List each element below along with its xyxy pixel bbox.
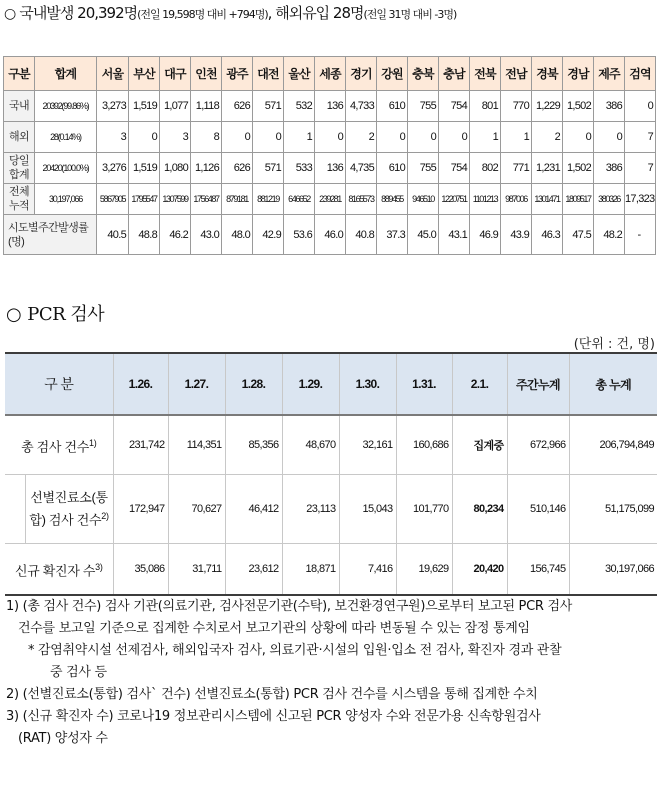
value-cell: 42.9 xyxy=(253,215,284,255)
value-cell: 8165573 xyxy=(346,184,377,215)
value-cell: 646652 xyxy=(284,184,315,215)
note-2: 2) (선별진료소(통합) 검사` 건수) 선별진료소(통합) PCR 검사 건수를 시스템을 통해 집계한 수치 xyxy=(6,687,538,702)
value-cell: 7 xyxy=(625,153,656,184)
row-label: 전체 누적 xyxy=(4,184,35,215)
value-cell: 1307599 xyxy=(160,184,191,215)
value-cell: 802 xyxy=(470,153,501,184)
value-cell: 533 xyxy=(284,153,315,184)
value-cell: 2 xyxy=(532,122,563,153)
value-cell: 754 xyxy=(439,91,470,122)
value-cell: 48.8 xyxy=(129,215,160,255)
value-cell: 881219 xyxy=(253,184,284,215)
value-cell: 0 xyxy=(439,122,470,153)
row-label: 국내 xyxy=(4,91,35,122)
header-cell: 충남 xyxy=(439,57,470,91)
header-cell: 충북 xyxy=(408,57,439,91)
overseas-count: , 해외유입 28명 xyxy=(267,4,364,22)
header-cell: 광주 xyxy=(222,57,253,91)
value-cell: 987006 xyxy=(501,184,532,215)
pcr-row xyxy=(5,475,657,544)
value-cell: 754 xyxy=(439,153,470,184)
header-cell: 경기 xyxy=(346,57,377,91)
row-label: 해외 xyxy=(4,122,35,153)
pcr-value-cell: 15,043 xyxy=(339,475,396,544)
pcr-value-cell: 48,670 xyxy=(282,415,339,475)
value-cell: 1,126 xyxy=(191,153,222,184)
pcr-value-cell: 160,686 xyxy=(396,415,452,475)
header-cell: 제주 xyxy=(594,57,625,91)
domestic-count: 국내발생 20,392명 xyxy=(19,4,138,22)
pcr-row-label xyxy=(5,544,113,596)
pcr-value-cell: 23,113 xyxy=(282,475,339,544)
header-cell: 경북 xyxy=(532,57,563,91)
pcr-value-cell: 70,627 xyxy=(168,475,225,544)
value-cell: 0 xyxy=(129,122,160,153)
value-cell: 239281 xyxy=(315,184,346,215)
value-cell: 1,077 xyxy=(160,91,191,122)
value-cell: 626 xyxy=(222,91,253,122)
value-cell: 4,735 xyxy=(346,153,377,184)
value-cell: 801 xyxy=(470,91,501,122)
value-cell: 386 xyxy=(594,153,625,184)
pcr-value-cell: 18,871 xyxy=(282,544,339,596)
table-row xyxy=(4,153,656,184)
table-row xyxy=(4,122,656,153)
value-cell: 46.9 xyxy=(470,215,501,255)
value-cell: 48.2 xyxy=(594,215,625,255)
value-cell: 771 xyxy=(501,153,532,184)
header-cell: 인천 xyxy=(191,57,222,91)
header-cell: 강원 xyxy=(377,57,408,91)
value-cell: 755 xyxy=(408,153,439,184)
pcr-value-cell: 51,175,099 xyxy=(569,475,657,544)
pcr-value-cell: 23,612 xyxy=(225,544,282,596)
total-cell: 20420(100.0%) xyxy=(35,153,97,184)
pcr-header-cell: 1.28. xyxy=(225,353,282,415)
value-cell: 610 xyxy=(377,153,408,184)
header-cell: 검역 xyxy=(625,57,656,91)
value-cell: 1,519 xyxy=(129,91,160,122)
value-cell: 532 xyxy=(284,91,315,122)
domestic-change: (전일 19,598명 대비 +794명) xyxy=(137,8,268,21)
value-cell: 5867905 xyxy=(97,184,129,215)
value-cell: 1809517 xyxy=(563,184,594,215)
value-cell: 0 xyxy=(625,91,656,122)
note-1-asterisk-cont: 중 검사 등 xyxy=(50,665,107,680)
pcr-value-cell: 80,234 xyxy=(452,475,507,544)
value-cell: 0 xyxy=(408,122,439,153)
pcr-header-row xyxy=(5,353,657,415)
note-1-cont: 건수를 보고일 기준으로 집계한 수치로서 보고기관의 상황에 따라 변동될 수 있는 잠정 통계임 xyxy=(18,621,530,636)
value-cell: 40.5 xyxy=(97,215,129,255)
value-cell: 1,118 xyxy=(191,91,222,122)
value-cell: 1 xyxy=(470,122,501,153)
total-cell: 28(0.14%) xyxy=(35,122,97,153)
pcr-table xyxy=(5,352,657,596)
pcr-value-cell: 집계중 xyxy=(452,415,507,475)
value-cell: 1795547 xyxy=(129,184,160,215)
value-cell: 136 xyxy=(315,153,346,184)
unit-label: (단위 : 건, 명) xyxy=(573,337,655,352)
value-cell: 1 xyxy=(501,122,532,153)
value-cell: 1756487 xyxy=(191,184,222,215)
pcr-value-cell: 510,146 xyxy=(507,475,569,544)
pcr-value-cell: 172,947 xyxy=(113,475,168,544)
pcr-row xyxy=(5,415,657,475)
value-cell: 47.5 xyxy=(563,215,594,255)
value-cell: 3 xyxy=(97,122,129,153)
pcr-value-cell: 35,086 xyxy=(113,544,168,596)
value-cell: 0 xyxy=(594,122,625,153)
header-cell: 부산 xyxy=(129,57,160,91)
value-cell: 380326 xyxy=(594,184,625,215)
pcr-header-cell: 1.30. xyxy=(339,353,396,415)
bullet-circle-icon: ○ xyxy=(6,304,22,325)
overseas-change: (전일 31명 대비 -3명) xyxy=(363,8,457,21)
footnote-ref: 2) xyxy=(101,510,109,521)
value-cell: 0 xyxy=(315,122,346,153)
pcr-value-cell: 206,794,849 xyxy=(569,415,657,475)
note-3-cont: (RAT) 양성자 수 xyxy=(18,731,108,746)
value-cell: 37.3 xyxy=(377,215,408,255)
value-cell: 879181 xyxy=(222,184,253,215)
pcr-header-cell: 구 분 xyxy=(5,353,113,415)
value-cell: 770 xyxy=(501,91,532,122)
value-cell: 1301471 xyxy=(532,184,563,215)
value-cell: 386 xyxy=(594,91,625,122)
table-row xyxy=(4,91,656,122)
value-cell: 0 xyxy=(253,122,284,153)
pcr-value-cell: 30,197,066 xyxy=(569,544,657,596)
footnote-ref: 1) xyxy=(89,437,97,448)
value-cell: 43.1 xyxy=(439,215,470,255)
indent-spacer xyxy=(5,475,25,544)
header-cell: 대전 xyxy=(253,57,284,91)
total-cell: 30,197,066 xyxy=(35,184,97,215)
value-cell: 40.8 xyxy=(346,215,377,255)
value-cell: 2 xyxy=(346,122,377,153)
pcr-header-cell: 1.27. xyxy=(168,353,225,415)
pcr-value-cell: 31,711 xyxy=(168,544,225,596)
value-cell: 43.0 xyxy=(191,215,222,255)
value-cell: 571 xyxy=(253,91,284,122)
pcr-header-cell: 2.1. xyxy=(452,353,507,415)
value-cell: 1 xyxy=(284,122,315,153)
pcr-value-cell: 20,420 xyxy=(452,544,507,596)
pcr-value-cell: 101,770 xyxy=(396,475,452,544)
pcr-header-cell: 1.29. xyxy=(282,353,339,415)
value-cell: 136 xyxy=(315,91,346,122)
pcr-value-cell: 32,161 xyxy=(339,415,396,475)
value-cell: 755 xyxy=(408,91,439,122)
pcr-value-cell: 114,351 xyxy=(168,415,225,475)
header-cell: 울산 xyxy=(284,57,315,91)
value-cell: 1,080 xyxy=(160,153,191,184)
value-cell: 8 xyxy=(191,122,222,153)
header-cell: 서울 xyxy=(97,57,129,91)
regional-cases-table xyxy=(3,56,656,255)
pcr-value-cell: 7,416 xyxy=(339,544,396,596)
value-cell: 1220751 xyxy=(439,184,470,215)
pcr-value-cell: 672,966 xyxy=(507,415,569,475)
regional-table-wrapper xyxy=(3,56,655,255)
value-cell: 571 xyxy=(253,153,284,184)
value-cell: - xyxy=(625,215,656,255)
pcr-value-cell: 19,629 xyxy=(396,544,452,596)
value-cell: 1,231 xyxy=(532,153,563,184)
value-cell: 46.0 xyxy=(315,215,346,255)
pcr-header-cell: 1.26. xyxy=(113,353,168,415)
value-cell: 4,733 xyxy=(346,91,377,122)
table-row xyxy=(4,215,656,255)
header-cell: 합계 xyxy=(35,57,97,91)
header-cell: 전북 xyxy=(470,57,501,91)
value-cell: 3,273 xyxy=(97,91,129,122)
row-label: 당일 합계 xyxy=(4,153,35,184)
header-cell: 대구 xyxy=(160,57,191,91)
pcr-value-cell: 156,745 xyxy=(507,544,569,596)
pcr-row-label xyxy=(25,475,113,544)
value-cell: 0 xyxy=(563,122,594,153)
table-header-row xyxy=(4,57,656,91)
value-cell: 1,519 xyxy=(129,153,160,184)
note-3: 3) (신규 확진자 수) 코로나19 정보관리시스템에 신고된 PCR 양성자 수와 전문가용 신속항원검사 xyxy=(6,709,541,724)
pcr-value-cell: 231,742 xyxy=(113,415,168,475)
value-cell: 1,502 xyxy=(563,153,594,184)
bullet-circle-icon: ○ xyxy=(4,6,16,22)
pcr-value-cell: 85,356 xyxy=(225,415,282,475)
value-cell: 3 xyxy=(160,122,191,153)
pcr-row-label xyxy=(5,415,113,475)
section1-title xyxy=(4,4,564,24)
pcr-title: PCR 검사 xyxy=(27,304,105,325)
row-label: 시도별주간발생률(명) xyxy=(4,215,97,255)
value-cell: 1,502 xyxy=(563,91,594,122)
value-cell: 17,323 xyxy=(625,184,656,215)
value-cell: 626 xyxy=(222,153,253,184)
pcr-value-cell: 46,412 xyxy=(225,475,282,544)
value-cell: 946510 xyxy=(408,184,439,215)
value-cell: 0 xyxy=(377,122,408,153)
value-cell: 889455 xyxy=(377,184,408,215)
footnote-ref: 3) xyxy=(95,561,103,572)
pcr-header-cell: 1.31. xyxy=(396,353,452,415)
header-cell: 세종 xyxy=(315,57,346,91)
table-row xyxy=(4,184,656,215)
value-cell: 3,276 xyxy=(97,153,129,184)
value-cell: 46.2 xyxy=(160,215,191,255)
value-cell: 53.6 xyxy=(284,215,315,255)
section2-title xyxy=(6,300,104,326)
note-1: 1) (총 검사 건수) 검사 기관(의료기관, 검사전문기관(수탁), 보건환경연구원)으로부터 보고된 PCR 검사 xyxy=(6,599,572,614)
pcr-row-label-text: 신규 확진자 수 xyxy=(14,563,96,579)
footnotes xyxy=(6,596,661,750)
pcr-header-cell: 주간누계 xyxy=(507,353,569,415)
total-cell: 20392(99.86%) xyxy=(35,91,97,122)
pcr-row-label-text: 선별진료소(통합) 검사 건수 xyxy=(29,489,108,528)
pcr-table-wrapper xyxy=(5,352,657,596)
value-cell: 0 xyxy=(222,122,253,153)
pcr-header-cell: 총 누계 xyxy=(569,353,657,415)
value-cell: 610 xyxy=(377,91,408,122)
value-cell: 1,229 xyxy=(532,91,563,122)
value-cell: 1101213 xyxy=(470,184,501,215)
value-cell: 7 xyxy=(625,122,656,153)
header-cell: 경남 xyxy=(563,57,594,91)
pcr-row-label-text: 총 검사 건수 xyxy=(21,439,90,455)
header-cell: 구분 xyxy=(4,57,35,91)
value-cell: 46.3 xyxy=(532,215,563,255)
value-cell: 45.0 xyxy=(408,215,439,255)
note-1-asterisk: * 감염취약시설 선제검사, 해외입국자 검사, 의료기관·시설의 입원·입소 전 검사, 확진자 경과 관찰 xyxy=(28,643,562,658)
value-cell: 48.0 xyxy=(222,215,253,255)
value-cell: 43.9 xyxy=(501,215,532,255)
pcr-row xyxy=(5,544,657,596)
header-cell: 전남 xyxy=(501,57,532,91)
